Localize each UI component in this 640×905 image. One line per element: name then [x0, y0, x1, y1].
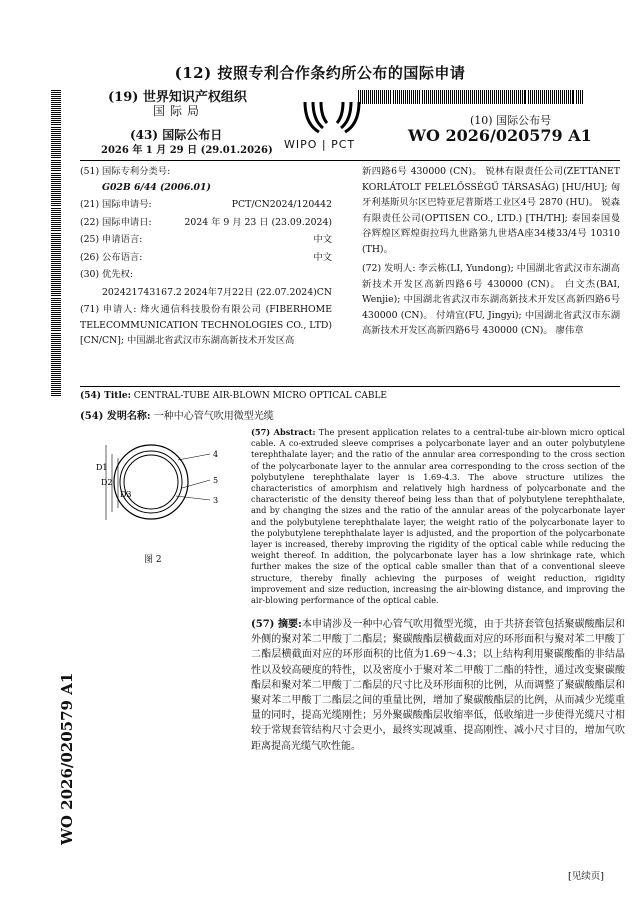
figure-caption: 图 2	[144, 555, 162, 565]
pub-language-value: 中文	[313, 251, 332, 263]
ipc-label: 国际专利分类号:	[102, 166, 171, 177]
label-3: 3	[213, 496, 219, 505]
cable-cross-section-figure	[88, 440, 238, 560]
priority-label: 优先权:	[102, 269, 134, 280]
publication-date-label: (43) 国际公布日	[130, 128, 223, 142]
title-en: CENTRAL-TUBE AIR-BLOWN MICRO OPTICAL CABLE	[133, 391, 387, 401]
side-publication-number: WO 2026/020579 A1	[58, 672, 76, 845]
title-zh-line: (54) 发明名称: 一种中心管气吹用微型光缆	[80, 411, 274, 422]
divider	[80, 160, 620, 161]
label-5: 5	[213, 476, 219, 485]
label-4: 4	[213, 450, 219, 459]
biblio-right	[362, 164, 620, 339]
inventor-text: (72) 发明人: 李云栋(LI, Yundong); 中国湖北省武汉市东湖高新技术开发区高新四路6号 430000 (CN)。 白文杰(BAI, Wenjie); 中国湖北省武汉市东湖高新技术开发区高新四路6号 430000 (CN)。 付靖宜(FU, Jingyi); 中国湖北省武汉市东湖高新技术开发区高新四路6号 430000 (CN)。 廖伟章	[362, 263, 620, 336]
side-barcode	[51, 90, 61, 590]
abstract-zh: (57) 摘要:本申请涉及一种中心管气吹用微型光缆，由于共挤套管包括聚碳酸酯层和外侧的聚对苯二甲酸丁二酯层；聚碳酸酯层横截面对应的环形面积与聚对苯二甲酸丁二酯层横截面对应的环形面积的比值为1.69～4.3；以上结构利用聚碳酸酯的非结晶性以及较高硬度的特性，以及密度小于聚对苯二甲酸丁二酯的特性，通过改变聚碳酸酯层和聚对苯二甲酸丁二酯层的尺寸比及环形面积的比例，从而调整了聚碳酸酯层和聚对苯二甲酸丁二酯层之间的重量比例，增加了聚碳酸酯层的比例，从而减少光缆重量的同时，提高光缆刚性；另外聚碳酸酯层收缩率低，低收缩进一步使得光缆尺寸相较于常规套管结构尺寸会更小，最终实现减重、提高刚性、减小尺寸目的，增加气吹距离提高光缆气吹性能。	[251, 619, 626, 752]
label-d3: D3	[120, 490, 132, 499]
divider	[80, 386, 620, 387]
priority-row: 202421743167.2 2024年7月22日 (22.07.2024) CN	[102, 286, 332, 298]
app-date-value: 2024 年 9 月 23 日 (23.09.2024)	[184, 216, 332, 228]
publication-number: WO 2026/020579 A1	[408, 126, 592, 145]
label-d1: D1	[96, 463, 108, 472]
wipo-logo	[297, 98, 367, 138]
organization-name: (19) 世界知识产权组织	[108, 90, 247, 105]
pub-language-label: 公布语言:	[102, 251, 143, 263]
title-zh: 一种中心管气吹用微型光缆	[153, 411, 274, 422]
abstract-en: (57) Abstract: The present application relates to a central-tube air-blown micro optical cable. A co-extruded sleeve comprises a polycarbonate layer and an outer polybutylene terephthalate layer; and the ratio of the annular area corresponding to the cross section of the polycarbonate layer to the annular area corresponding to the cross section of the polybutylene terephthalate layer is 1.69-4.3. The above structure utilizes the characteristics of amorphism and relatively high hardness of polycarbonate and the characteristic of the density thereof being less than that of polybutylene terephthalate, and by changing the sizes and the ratio of the annular areas of the polycarbonate layer and the polybutylene terephthalate layer, the weight ratio of the polycarbonate layer to the polybutylene terephthalate layer is adjusted, and the proportion of the polycarbonate layer is increased, thereby improving the rigidity of the optical cable while reducing the weight thereof. In addition, the polycarbonate layer has a low shrinkage rate, which further makes the size of the optical cable smaller than that of a conventional sleeve structure, thereby finally achieving the purposes of weight reduction, rigidity improvement and size reduction, increasing the air-blowing distance, and improving the air-blowing performance of the optical cable.	[251, 427, 626, 606]
ipc-value: G02B 6/44 (2006.01)	[102, 181, 211, 193]
filing-language-value: 中文	[313, 234, 332, 245]
label-d2: D2	[101, 478, 113, 487]
biblio-left: (51) 国际专利分类号: G02B 6/44 (2006.01) (21) 国际申请号: PCT/CN2024/120442 (22) 国际申请日: 2024 年 9 月 23 日 (23.09.2024) (25) 申请语言: 中文 (26) 公布语言: 中文 (30) 优先权: 202421743167.2 2024年7月22日 (22.07.2024) CN (71) 申请人: 烽火通信科技股份有限公司 (FIBERHOME TELECOMMUNICATION TECHNOLOGIES CO., LTD) [CN/CN]; 中国湖北省武汉市东湖高新技术开发区高	[80, 164, 332, 349]
document-title: (12) 按照专利合作条约所公布的国际申请	[174, 64, 466, 82]
filing-language-label: 申请语言:	[102, 234, 143, 245]
organization-bureau: 国际局	[153, 104, 205, 118]
app-no-value: PCT/CN2024/120442	[231, 199, 332, 210]
app-date-label: 国际申请日:	[102, 216, 152, 228]
barcode	[358, 90, 620, 104]
app-no-label: 国际申请号:	[102, 199, 152, 210]
applicant-text: (71) 申请人: 烽火通信科技股份有限公司 (FIBERHOME TELECOMMUNICATION TECHNOLOGIES CO., LTD) [CN/CN]; 中国湖北省武汉市东湖高新技术开发区高	[80, 304, 332, 346]
continued-note: [见续页]	[568, 871, 604, 882]
applicant-continued: 新四路6号 430000 (CN)。 锐林有限责任公司(ZETTANET KORLÁTOLT FELELŐSSÉGŰ TÁRSASÁG) [HU/HU]; 匈牙利基斯贝尔区巴特亚尼普斯塔工业区4号 2870 (HU)。 锐森有限责任公司(OPTISEN CO., LTD.) [TH/TH]; 泰国泰国曼谷辉煌区辉煌街拉玛九世路第九世塔A座34楼33/4号 10310 (TH)。	[362, 166, 620, 255]
publication-date-value: 2026 年 1 月 29 日 (29.01.2026)	[101, 145, 273, 156]
publication-number-label: (10) 国际公布号	[470, 114, 552, 127]
title-en-line: (54) Title: CENTRAL-TUBE AIR-BLOWN MICRO OPTICAL CABLE	[80, 391, 387, 401]
wipo-pct-text: WIPO | PCT	[284, 138, 356, 151]
